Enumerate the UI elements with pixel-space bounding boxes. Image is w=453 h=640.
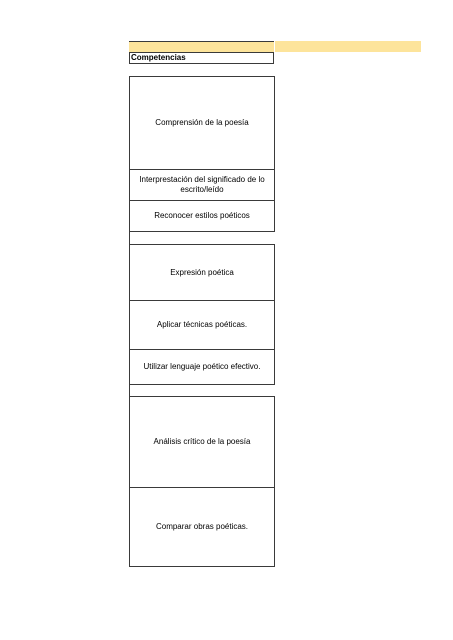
- competency-label: Utilizar lenguaje poético efectivo.: [143, 362, 261, 371]
- header-band-yellow: [275, 41, 421, 52]
- competency-label: Comprensión de la poesía: [155, 118, 249, 127]
- competency-cell-estilos: [129, 200, 275, 232]
- competency-cell-analisis: [129, 396, 275, 488]
- competency-label: Aplicar técnicas poéticas.: [156, 320, 248, 329]
- competency-cell-tecnicas: [129, 300, 275, 350]
- competency-label: Análisis crítico de la poesía: [153, 437, 251, 446]
- competency-cell-expresion: [129, 244, 275, 301]
- competency-cell-comprension: [129, 76, 275, 170]
- competency-label: Interprestación del significado de lo escrito/leído: [139, 175, 265, 194]
- competencias-header: Competencias: [129, 52, 274, 64]
- competency-label: Comparar obras poéticas.: [155, 522, 249, 531]
- competency-cell-comparar: [129, 487, 275, 567]
- competency-cell-lenguaje: [129, 349, 275, 385]
- competency-label: Expresión poética: [170, 267, 234, 277]
- competency-cell-interpretacion: [129, 169, 275, 201]
- competency-label: Reconocer estilos poéticos: [154, 211, 250, 220]
